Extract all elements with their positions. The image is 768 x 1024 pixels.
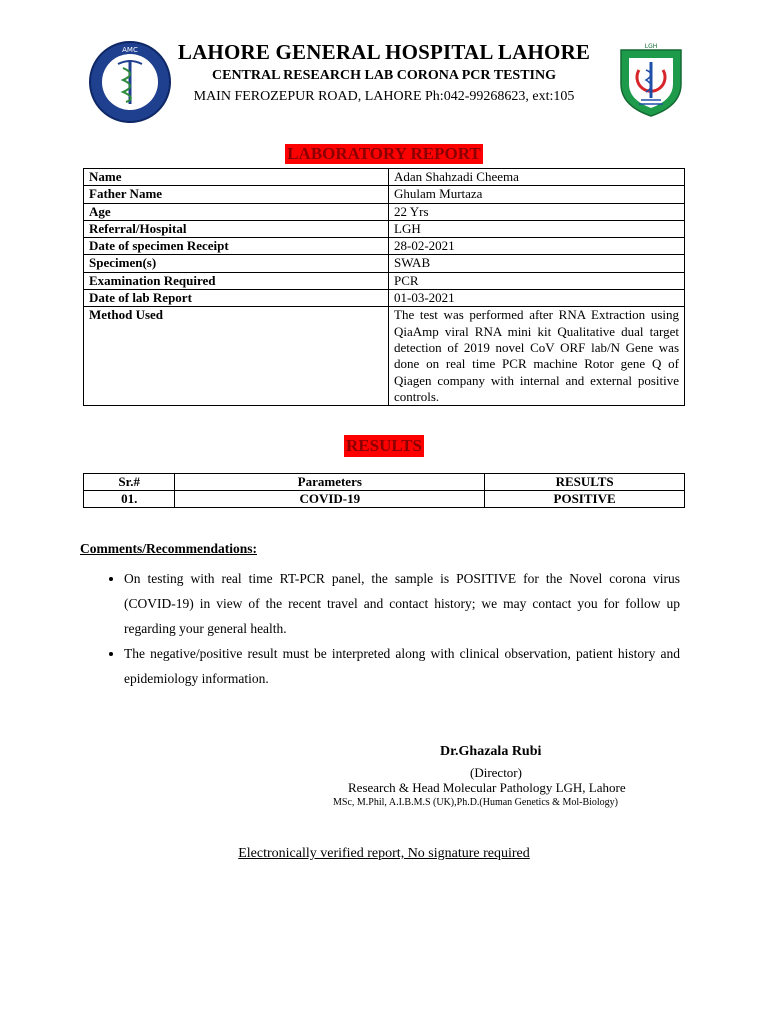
info-row [84,307,685,406]
comments-title: Comments/Recommendations: [80,541,257,556]
hospital-logo-text: LGH [644,43,658,50]
results-header-cell: RESULTS [485,474,685,491]
info-row [84,272,685,289]
info-label: Date of specimen Receipt [84,238,389,255]
results-cell: 01. [84,491,175,508]
comment-item: • The negative/positive result must be interpreted along with clinical observation, patient history and epidemiology information. [124,641,680,691]
info-label: Examination Required [84,272,389,289]
info-row [84,255,685,272]
verification-note [0,846,768,862]
signatory-name: Dr.Ghazala Rubi [440,744,542,759]
signatory-qualifications: MSc, M.Phil, A.I.B.M.S (UK),Ph.D.(Human Genetics & Mol-Biology) [333,797,618,808]
info-label: Referral/Hospital [84,220,389,237]
results-header-cell: Sr.# [84,474,175,491]
info-value: 01-03-2021 [389,290,685,307]
info-row [84,290,685,307]
results-title-wrap [0,435,768,457]
comments-list [80,566,680,691]
lab-name: CENTRAL RESEARCH LAB CORONA PCR TESTING [212,68,556,83]
results-cell: COVID-19 [175,491,485,508]
info-row [84,186,685,203]
info-value: PCR [389,272,685,289]
info-row [84,238,685,255]
info-row [84,203,685,220]
info-value: 22 Yrs [389,203,685,220]
signatory-role: (Director) [470,765,522,780]
results-header-row [84,474,685,491]
info-label: Date of lab Report [84,290,389,307]
signatory-department: Research & Head Molecular Pathology LGH, Lahore [348,780,626,795]
results-table [83,473,685,508]
info-value: The test was performed after RNA Extraction using QiaAmp viral RNA mini kit Qualitative dual target detection of 2019 novel CoV ORF lab/N Gene was done on real time PCR machine Rotor gene Q of Qiagen company with internal and external positive controls. [389,307,685,406]
info-label: Age [84,203,389,220]
info-label: Name [84,169,389,186]
info-value: LGH [389,220,685,237]
hospital-address: MAIN FEROZEPUR ROAD, LAHORE Ph:042-99268623, ext:105 [193,89,575,104]
results-cell: POSITIVE [485,491,685,508]
info-row [84,169,685,186]
info-value: 28-02-2021 [389,238,685,255]
info-row [84,220,685,237]
seal-text: AMC [122,46,138,54]
results-header-cell: Parameters [175,474,485,491]
results-title: RESULTS [346,436,422,455]
comment-item: • On testing with real time RT-PCR panel, the sample is POSITIVE for the Novel corona virus (COVID-19) in view of the recent travel and contact history; we may contact you for follow up regarding your general health. [124,566,680,641]
info-label: Specimen(s) [84,255,389,272]
report-title: LABORATORY REPORT [287,144,481,163]
results-row [84,491,685,508]
info-label: Father Name [84,186,389,203]
info-label: Method Used [84,307,389,406]
hospital-name: LAHORE GENERAL HOSPITAL LAHORE [177,40,591,64]
info-value: SWAB [389,255,685,272]
info-value: Ghulam Murtaza [389,186,685,203]
report-title-wrap [0,144,768,164]
verification-note-text: Electronically verified report, No signature required [238,846,530,861]
patient-info-table [83,168,685,406]
info-value: Adan Shahzadi Cheema [389,169,685,186]
